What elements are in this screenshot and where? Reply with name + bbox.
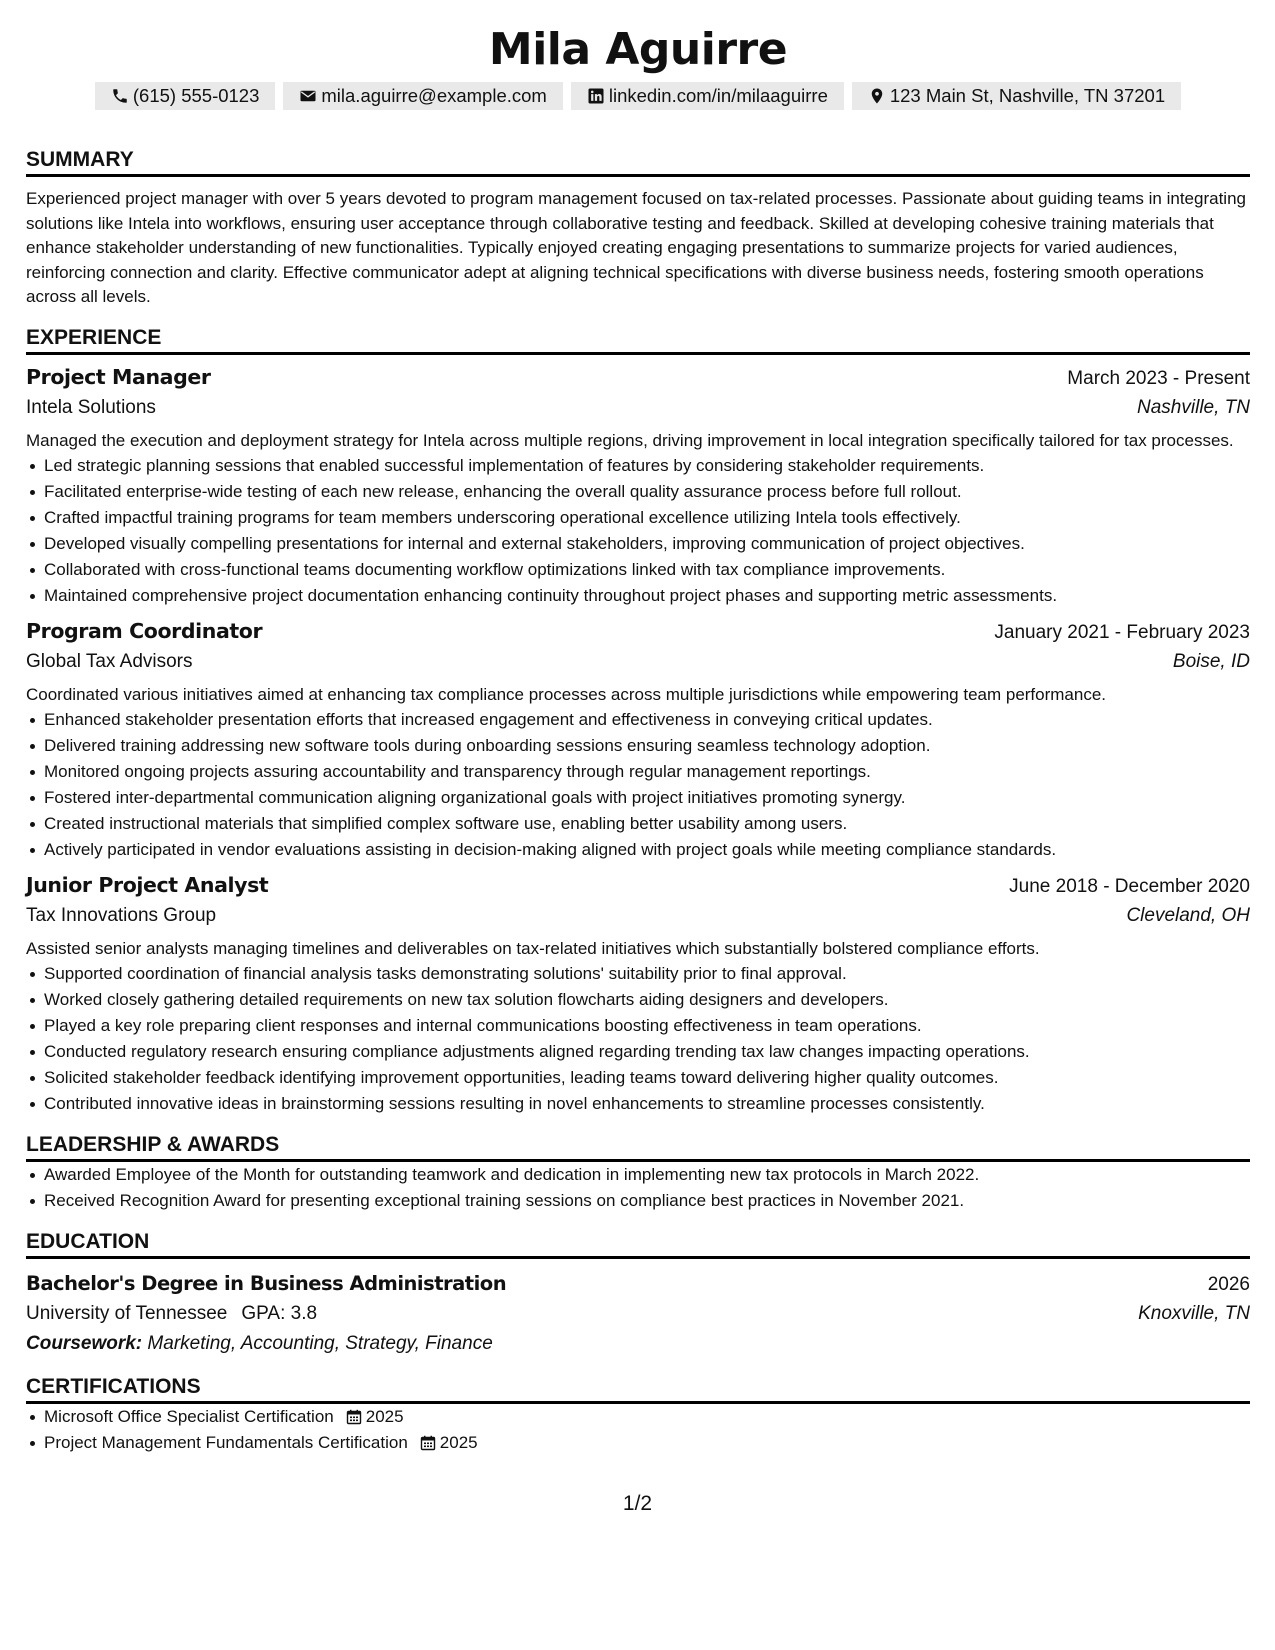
job-entry xyxy=(26,869,1250,1117)
candidate-name: Mila Aguirre xyxy=(488,24,788,75)
contact-phone[interactable] xyxy=(95,82,276,110)
certification-name: Project Management Fundamentals Certification xyxy=(44,1432,408,1452)
job-title: Program Coordinator xyxy=(26,618,263,643)
job-location: Cleveland, OH xyxy=(1126,904,1250,926)
list-item: Monitored ongoing projects assuring accountability and transparency through regular management reportings. xyxy=(26,759,1250,785)
list-item: Supported coordination of financial analysis tasks demonstrating solutions' suitability prior to final approval. xyxy=(26,961,1250,987)
certifications-list xyxy=(26,1404,1250,1456)
education-school: University of Tennessee xyxy=(26,1302,228,1324)
list-item: Facilitated enterprise-wide testing of each new release, enhancing the overall quality assurance process before full rollout. xyxy=(26,479,1250,505)
job-description: Assisted senior analysts managing timelines and deliverables on tax-related initiatives which substantially bolstered compliance efforts. xyxy=(26,938,1040,958)
calendar-icon xyxy=(420,1435,436,1451)
list-item: Solicited stakeholder feedback identifying improvement opportunities, leading teams toward delivering higher quality outcomes. xyxy=(26,1065,1250,1091)
job-entry xyxy=(26,361,1250,609)
list-item: Delivered training addressing new software tools during onboarding sessions ensuring seamless technology adoption. xyxy=(26,733,1250,759)
job-entry xyxy=(26,615,1250,863)
contact-email[interactable] xyxy=(283,82,562,110)
list-item: Created instructional materials that simplified complex software use, enabling better usability among users. xyxy=(26,811,1250,837)
list-item: Led strategic planning sessions that enabled successful implementation of features by considering stakeholder requirements. xyxy=(26,453,1250,479)
calendar-icon xyxy=(346,1409,362,1425)
job-dates: June 2018 - December 2020 xyxy=(1009,875,1250,897)
map-pin-icon xyxy=(868,87,886,105)
coursework-label: Coursework: xyxy=(26,1332,143,1354)
job-title: Project Manager xyxy=(26,364,211,389)
certification-name: Microsoft Office Specialist Certification xyxy=(44,1406,334,1426)
list-item xyxy=(26,1430,1250,1456)
awards-list xyxy=(26,1162,1250,1214)
envelope-icon xyxy=(299,87,317,105)
job-location: Nashville, TN xyxy=(1137,396,1250,418)
job-description: Managed the execution and deployment strategy for Intela across multiple regions, driving improvement in local integration specifically tailored for tax processes. xyxy=(26,430,1234,450)
certifications-heading: CERTIFICATIONS xyxy=(26,1373,1250,1404)
summary-text: Experienced project manager with over 5 years devoted to program management focused on tax-related processes. Passionate about guiding teams in integrating solutions like Intela into workflows, ensuring user acceptance through collaborative testing and feedback. Skilled at developing cohesive training materials that enhance stakeholder understanding of new functionalities. Typically enjoyed creating engaging presentations to summarize projects for varied audiences, reinforcing connection and clarity. Effective communicator adept at aligning technical specifications with diverse business needs, fostering smooth operations across all levels. xyxy=(26,189,1246,306)
phone-icon xyxy=(111,87,129,105)
list-item: Collaborated with cross-functional teams documenting workflow optimizations linked with tax compliance improvements. xyxy=(26,557,1250,583)
contact-phone-text: (615) 555-0123 xyxy=(132,85,260,106)
contact-linkedin[interactable] xyxy=(571,82,844,110)
list-item: Conducted regulatory research ensuring compliance adjustments aligned regarding trending tax law changes impacting operations. xyxy=(26,1039,1250,1065)
job-company: Global Tax Advisors xyxy=(26,650,193,672)
list-item: Contributed innovative ideas in brainstorming sessions resulting in novel enhancements to streamline processes consistently. xyxy=(26,1091,1250,1117)
linkedin-icon xyxy=(587,87,605,105)
education-year: 2026 xyxy=(1207,1273,1250,1295)
contact-bar xyxy=(26,82,1250,110)
job-bullets xyxy=(26,707,1250,863)
education-coursework xyxy=(26,1329,1250,1359)
certification-year: 2025 xyxy=(439,1432,478,1452)
education-degree: Bachelor's Degree in Business Administration xyxy=(26,1271,507,1295)
page-number: 1/2 xyxy=(622,1492,653,1515)
education-gpa: GPA: 3.8 xyxy=(241,1302,318,1324)
education-heading: EDUCATION xyxy=(26,1228,1250,1259)
list-item: Worked closely gathering detailed requirements on new tax solution flowcharts aiding designers and developers. xyxy=(26,987,1250,1013)
list-item xyxy=(26,1404,1250,1430)
summary-heading: SUMMARY xyxy=(26,146,1250,177)
leadership-heading: LEADERSHIP & AWARDS xyxy=(26,1131,1250,1162)
contact-email-text: mila.aguirre@example.com xyxy=(321,85,547,106)
contact-linkedin-text: linkedin.com/in/milaaguirre xyxy=(608,85,828,106)
job-dates: March 2023 - Present xyxy=(1067,367,1250,389)
job-company: Tax Innovations Group xyxy=(26,904,217,926)
list-item: Actively participated in vendor evaluations assisting in decision-making aligned with project goals while meeting compliance standards. xyxy=(26,837,1250,863)
certification-year: 2025 xyxy=(365,1406,404,1426)
resume-page xyxy=(26,0,1250,1456)
job-dates: January 2021 - February 2023 xyxy=(994,621,1250,643)
list-item: Fostered inter-departmental communication aligning organizational goals with project initiatives promoting synergy. xyxy=(26,785,1250,811)
contact-address-text: 123 Main St, Nashville, TN 37201 xyxy=(889,85,1166,106)
list-item: Developed visually compelling presentations for internal and external stakeholders, improving communication of project objectives. xyxy=(26,531,1250,557)
education-location: Knoxville, TN xyxy=(1138,1302,1250,1324)
job-bullets xyxy=(26,453,1250,609)
job-title: Junior Project Analyst xyxy=(26,872,269,897)
list-item: Enhanced stakeholder presentation efforts that increased engagement and effectiveness in conveying critical updates. xyxy=(26,707,1250,733)
list-item: Played a key role preparing client responses and internal communications boosting effectiveness in team operations. xyxy=(26,1013,1250,1039)
list-item: Awarded Employee of the Month for outstanding teamwork and dedication in implementing new tax protocols in March 2022. xyxy=(26,1162,1250,1188)
list-item: Maintained comprehensive project documentation enhancing continuity throughout project phases and supporting metric assessments. xyxy=(26,583,1250,609)
list-item: Crafted impactful training programs for team members underscoring operational excellence utilizing Intela tools effectively. xyxy=(26,505,1250,531)
coursework-list: Marketing, Accounting, Strategy, Finance xyxy=(147,1332,493,1354)
job-description: Coordinated various initiatives aimed at enhancing tax compliance processes across multiple jurisdictions while empowering team performance. xyxy=(26,684,1107,704)
contact-address[interactable] xyxy=(852,82,1181,110)
job-bullets xyxy=(26,961,1250,1117)
job-location: Boise, ID xyxy=(1172,650,1250,672)
list-item: Received Recognition Award for presenting exceptional training sessions on compliance best practices in November 2021. xyxy=(26,1188,1250,1214)
experience-heading: EXPERIENCE xyxy=(26,324,1250,355)
job-company: Intela Solutions xyxy=(26,396,156,418)
